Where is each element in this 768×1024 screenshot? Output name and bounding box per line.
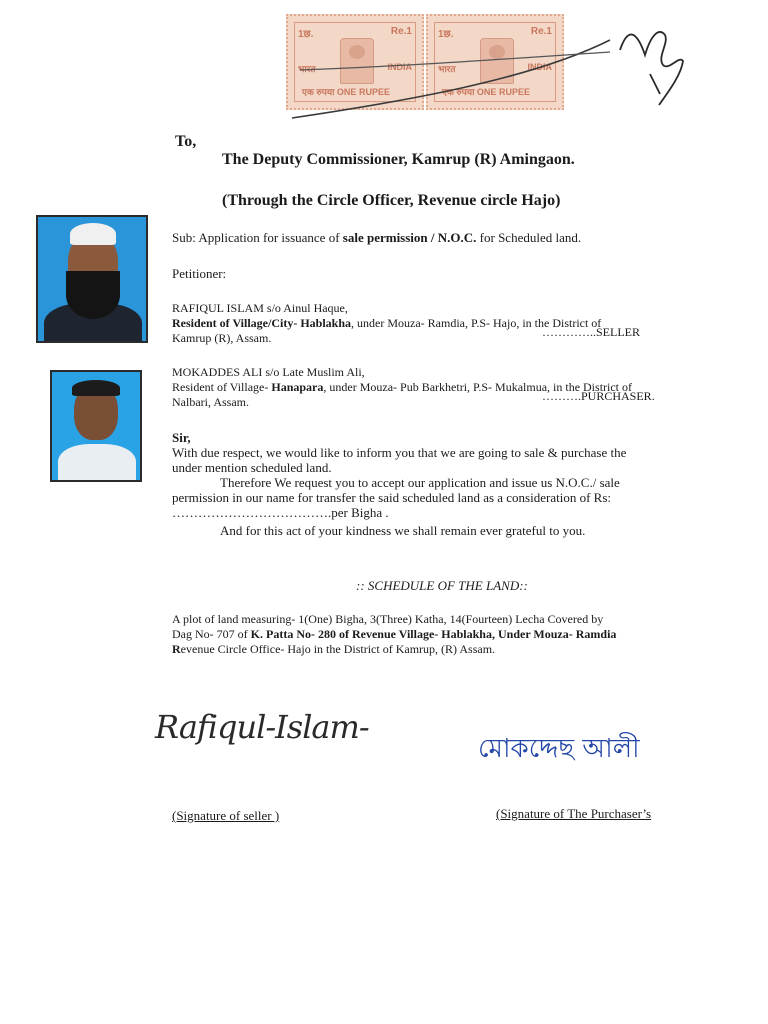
salutation-to: To, [175,133,197,150]
seller-role: …………..SELLER [542,325,640,339]
seller-signature: Rafiqul-Islam- [155,708,369,746]
purchaser-details: MOKADDES ALI s/o Late Muslim Ali, Resident of Village- Hanapara, under Mouza- Pub Barkhetri, P.S- Mukalmua, in the District of Nalbari, Assam. ……….PURCHASER. [172,365,655,409]
purchaser-signature: মোকদ্দেছ আলী [478,734,640,764]
addressee-office: The Deputy Commissioner, Kamrup (R) Amingaon. [222,151,575,168]
purchaser-photo [50,370,142,482]
purchaser-role: ……….PURCHASER. [542,389,655,403]
purchaser-signature-caption: (Signature of The Purchaser’s [496,806,652,821]
seller-details: RAFIQUL ISLAM s/o Ainul Haque, Resident of Village/City- Hablakha, under Mouza- Ramdia, P.S- Hajo, in the District of Kamrup (R), Assam. …………..SELLER [172,301,640,345]
revenue-stamp-2: 1छ. Re.1 भारत INDIA एक रुपया ONE RUPEE [426,14,564,110]
schedule-text: A plot of land measuring- 1(One) Bigha, 3(Three) Katha, 14(Fourteen) Lecha Covered by Dag No- 707 of K. Patta No- 280 of Revenue Village- Hablakha, Under Mouza- Ramdia Revenue Circle Office- Hajo in the District of Kamrup, (R) Assam. [172,612,617,656]
seller-photo [36,215,148,343]
letter-body: With due respect, we would like to inform you that we are going to sale & purchase the under mention scheduled land. Therefore We request you to accept our application and issue us N.O.C./ sale permission in our name for transfer the said scheduled land as a consideration of Rs: ……………………………….per Bigha . And for this act of your kindness we shall remain ever grateful to you. [172,445,627,538]
seller-signature-caption: (Signature of seller ) [172,808,280,823]
petitioner-heading: Petitioner: [172,266,227,281]
addressee-through: (Through the Circle Officer, Revenue circle Hajo) [222,192,561,209]
subject-line: Sub: Application for issuance of sale permission / N.O.C. for Scheduled land. [172,230,582,245]
stamp-cancellation-mark [280,10,720,130]
revenue-stamp-1: 1छ. Re.1 भारत INDIA एक रुपया ONE RUPEE [286,14,424,110]
letter-salutation: Sir, [172,430,191,445]
schedule-heading: :: SCHEDULE OF THE LAND:: [356,578,528,593]
